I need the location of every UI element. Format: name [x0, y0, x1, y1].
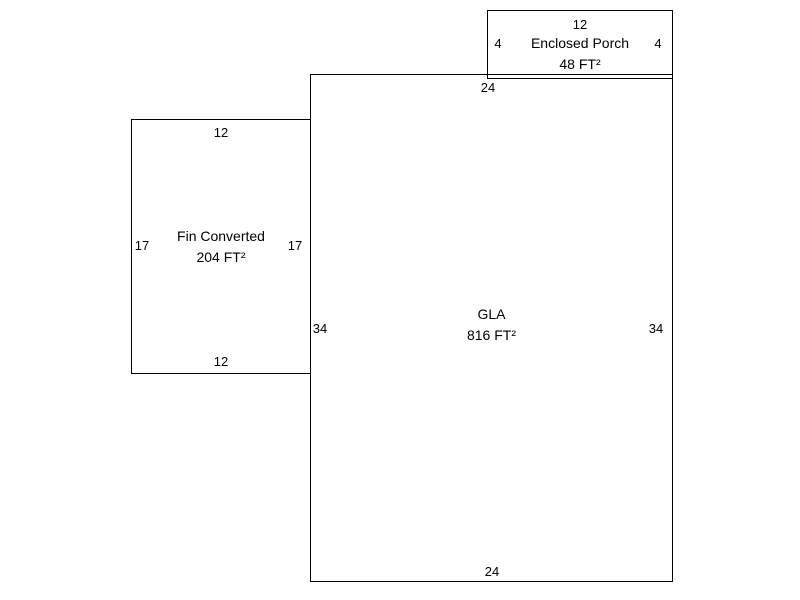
dim-porch-right: 4	[654, 36, 662, 51]
room-area-enclosed-porch: 48 FT²	[559, 56, 601, 72]
dim-porch-left: 4	[494, 36, 502, 51]
dim-fin-bottom: 12	[213, 354, 229, 369]
dim-porch-bottom: 24	[480, 80, 496, 95]
dim-fin-top: 12	[213, 125, 229, 140]
room-name-gla: GLA	[477, 306, 506, 322]
room-name-fin-converted: Fin Converted	[177, 228, 265, 244]
dim-gla-bottom: 24	[484, 564, 500, 579]
dim-fin-left: 17	[134, 238, 150, 253]
room-label-gla	[310, 304, 673, 346]
room-area-gla: 816 FT²	[466, 327, 516, 343]
dim-gla-left: 34	[312, 321, 328, 336]
dim-fin-right: 17	[287, 238, 303, 253]
dim-gla-right: 34	[648, 321, 664, 336]
dim-porch-top: 12	[572, 17, 588, 32]
room-area-fin-converted: 204 FT²	[196, 249, 246, 265]
room-name-enclosed-porch: Enclosed Porch	[530, 35, 630, 51]
